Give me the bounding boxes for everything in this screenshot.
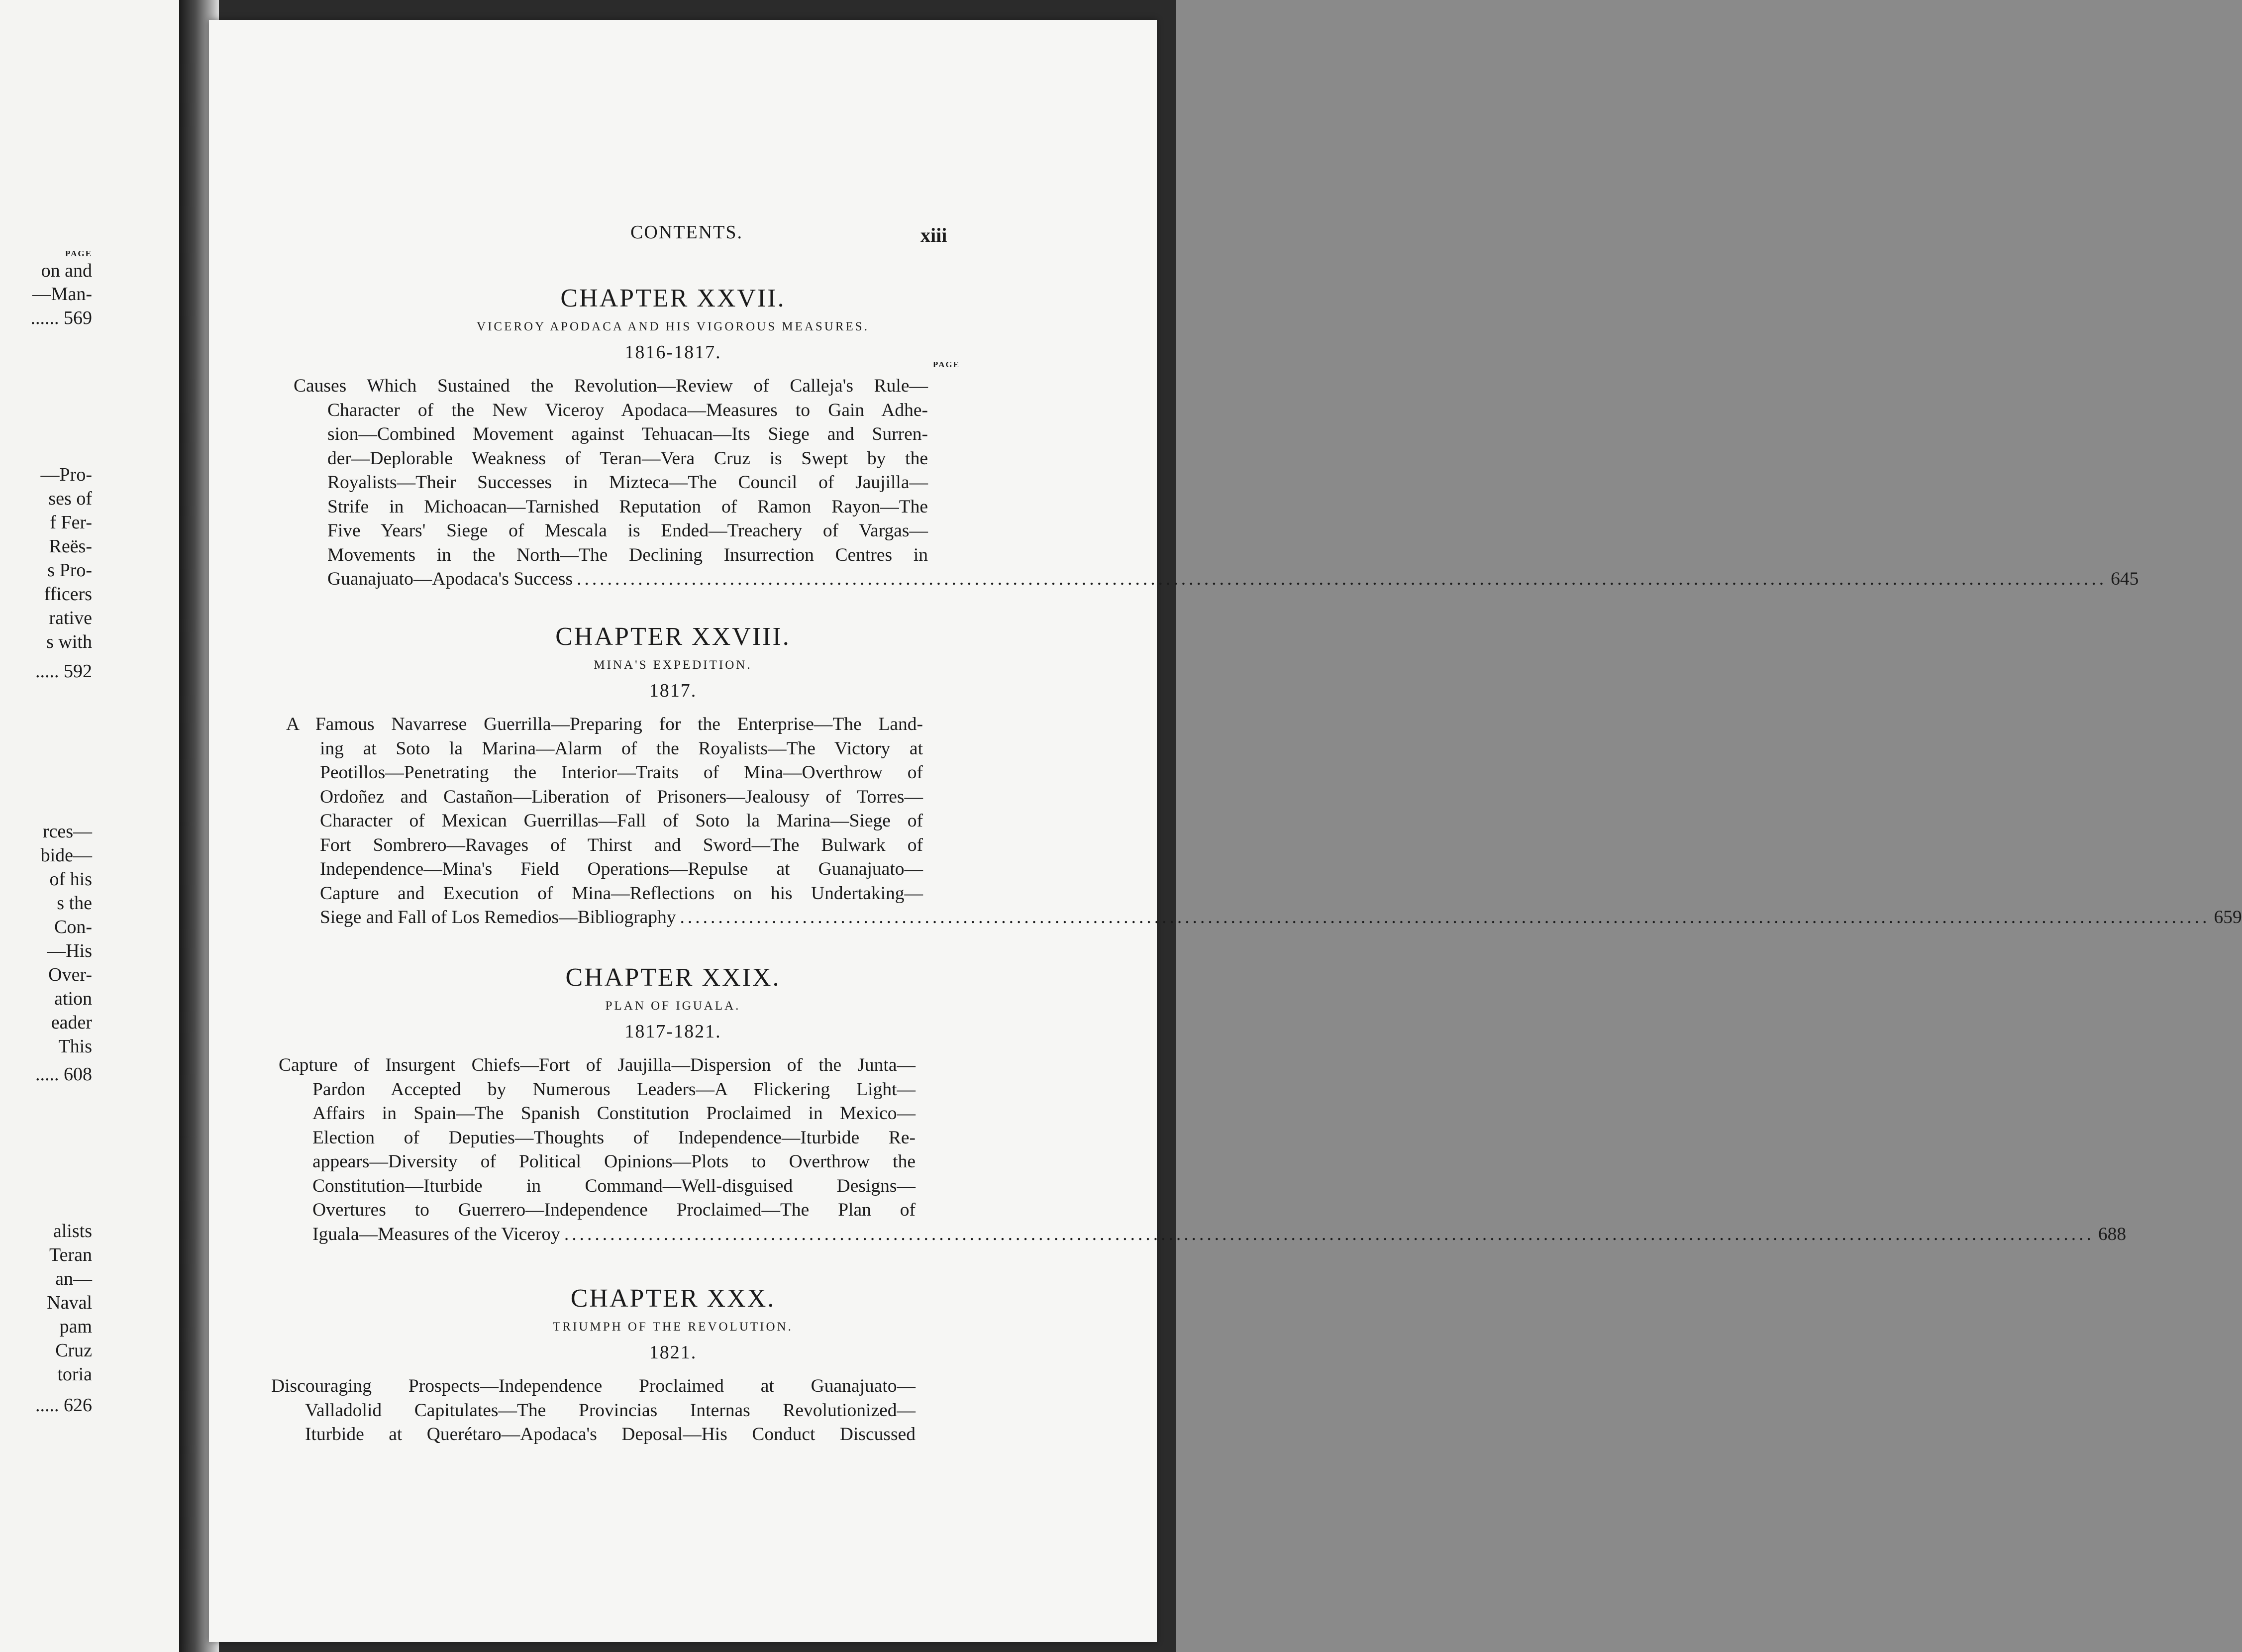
chapter-years: 1817-1821. [624, 1021, 721, 1042]
chapter-title: CHAPTER XXVIII. [555, 622, 791, 651]
previous-page [0, 0, 179, 1652]
summary-last-line [279, 1223, 2127, 1247]
chapter-subtitle: TRIUMPH OF THE REVOLUTION. [553, 1320, 793, 1334]
summary-line: Valladolid Capitulates—The Provincias Internas Revolutionized— [305, 1400, 916, 1421]
summary-line: Pardon Accepted by Numerous Leaders—A Flickering Light— [312, 1079, 916, 1100]
chapter-entry [209, 622, 2242, 930]
summary-line: Capture of Insurgent Chiefs—Fort of Jaujilla—Dispersion of the Junta— [279, 1055, 916, 1075]
page-number: xiii [920, 224, 947, 246]
summary-line: der—Deplorable Weakness of Teran—Vera Cruz is Swept by the [327, 448, 928, 469]
previous-page-line: of his [49, 869, 92, 890]
summary-line: Election of Deputies—Thoughts of Independence—Iturbide Re- [312, 1127, 916, 1148]
previous-page-line: toria [57, 1364, 92, 1385]
running-title: CONTENTS. [630, 222, 743, 243]
previous-page-line: s the [57, 893, 92, 914]
previous-page-line: This [58, 1036, 92, 1057]
chapter-entry [209, 963, 2127, 1246]
chapter-years: 1821. [649, 1342, 697, 1363]
chapter-summary [286, 713, 2242, 930]
chapter-title: CHAPTER XXX. [570, 1284, 776, 1313]
previous-page-line: —Man- [32, 284, 92, 305]
previous-page-line: ..... 626 [35, 1395, 92, 1416]
dot-leader: ........................................................................................................................................................................................................ [680, 907, 2210, 928]
previous-page-line: an— [55, 1268, 92, 1289]
summary-line: Siege and Fall of Los Remedios—Bibliography [320, 907, 676, 928]
summary-line: Iturbide at Querétaro—Apodaca's Deposal—His Conduct Discussed [305, 1424, 916, 1445]
dot-leader: ........................................................................................................................................................................................................ [577, 569, 2107, 589]
summary-line: appears—Diversity of Political Opinions—Plots to Overthrow the [312, 1151, 916, 1172]
previous-page-line: bide— [40, 845, 92, 866]
previous-page-line: ation [54, 988, 92, 1009]
previous-page-line: eader [51, 1012, 92, 1033]
previous-page-line: alists [53, 1221, 92, 1241]
previous-page-line: Naval [47, 1292, 92, 1313]
summary-line: Affairs in Spain—The Spanish Constitution Proclaimed in Mexico— [312, 1103, 916, 1124]
dot-leader: ........................................................................................................................................................................................................ [564, 1224, 2094, 1244]
summary-line: ing at Soto la Marina—Alarm of the Royalists—The Victory at [320, 738, 923, 759]
summary-line: Guanajuato—Apodaca's Success [327, 569, 573, 589]
previous-page-line: ses of [48, 488, 92, 509]
summary-line: Fort Sombrero—Ravages of Thirst and Sword—The Bulwark of [320, 834, 923, 855]
chapter-summary [271, 1374, 916, 1447]
previous-page-line: rces— [42, 821, 92, 842]
previous-page-line: ..... 592 [35, 661, 92, 682]
summary-line: A Famous Navarrese Guerrilla—Preparing for the Enterprise—The Land- [286, 714, 923, 734]
chapter-title: CHAPTER XXIX. [565, 963, 781, 992]
previous-page-line: ..... 608 [35, 1064, 92, 1085]
page-column-label: PAGE [933, 360, 960, 369]
previous-page-line: Cruz [55, 1340, 92, 1361]
chapter-years: 1817. [649, 680, 697, 701]
summary-last-line [294, 567, 2139, 592]
summary-line: Movements in the North—The Declining Insurrection Centres in [327, 544, 928, 565]
previous-page-line: f Fer- [50, 512, 92, 533]
previous-page-line: Reës- [49, 536, 92, 557]
summary-line: sion—Combined Movement against Tehuacan—Its Siege and Surren- [327, 424, 928, 444]
summary-line: Five Years' Siege of Mescala is Ended—Treachery of Vargas— [327, 520, 928, 541]
summary-line: Strife in Michoacan—Tarnished Reputation of Ramon Rayon—The [327, 496, 928, 517]
chapter-page-number: 645 [2111, 569, 2139, 589]
chapter-subtitle: PLAN OF IGUALA. [605, 999, 741, 1013]
summary-line: Character of the New Viceroy Apodaca—Measures to Gain Adhe- [327, 400, 928, 420]
summary-line: Causes Which Sustained the Revolution—Review of Calleja's Rule— [294, 376, 928, 396]
chapter-summary [294, 374, 2139, 592]
chapter-summary [279, 1053, 2127, 1246]
previous-page-line: —Pro- [40, 464, 92, 485]
running-head [209, 221, 1157, 246]
previous-page-line: on and [41, 260, 92, 281]
chapter-page-number: 659 [2214, 907, 2242, 928]
previous-page-line: s with [46, 631, 92, 652]
previous-page-line: —His [47, 940, 92, 961]
summary-line: Royalists—Their Successes in Mizteca—The Council of Jaujilla— [327, 472, 928, 493]
summary-line: Ordoñez and Castañon—Liberation of Prisoners—Jealousy of Torres— [320, 786, 923, 807]
previous-page-line: Con- [54, 917, 92, 937]
previous-page-line: ...... 569 [30, 308, 92, 328]
previous-page-line: fficers [44, 584, 92, 605]
summary-line: Capture and Execution of Mina—Reflections on his Undertaking— [320, 883, 923, 904]
previous-page-line: pam [59, 1316, 92, 1337]
summary-line: Constitution—Iturbide in Command—Well-disguised Designs— [312, 1175, 916, 1196]
chapter-title: CHAPTER XXVII. [560, 284, 786, 312]
previous-page-line: rative [49, 608, 92, 628]
previous-page-line: Teran [49, 1244, 92, 1265]
chapter-entry [209, 1284, 1157, 1447]
summary-last-line [286, 906, 2242, 930]
chapter-years: 1816-1817. [624, 342, 721, 363]
chapter-subtitle: MINA'S EXPEDITION. [594, 658, 752, 672]
previous-page-line: s Pro- [47, 560, 92, 581]
summary-line: Character of Mexican Guerrillas—Fall of Soto la Marina—Siege of [320, 811, 923, 831]
summary-line: Overtures to Guerrero—Independence Proclaimed—The Plan of [312, 1200, 916, 1220]
chapter-page-number: 688 [2098, 1224, 2127, 1244]
summary-line: Iguala—Measures of the Viceroy [312, 1224, 560, 1244]
previous-page-label: PAGE [65, 249, 92, 258]
summary-line: Peotillos—Penetrating the Interior—Traits of Mina—Overthrow of [320, 762, 923, 783]
previous-page-line: Over- [48, 964, 92, 985]
contents-page [209, 20, 2242, 1642]
summary-line: Discouraging Prospects—Independence Proclaimed at Guanajuato— [271, 1376, 916, 1396]
chapter-subtitle: VICEROY APODACA AND HIS VIGOROUS MEASURES. [477, 320, 869, 333]
chapter-entry [209, 284, 2139, 592]
summary-line: Independence—Mina's Field Operations—Repulse at Guanajuato— [320, 859, 923, 879]
